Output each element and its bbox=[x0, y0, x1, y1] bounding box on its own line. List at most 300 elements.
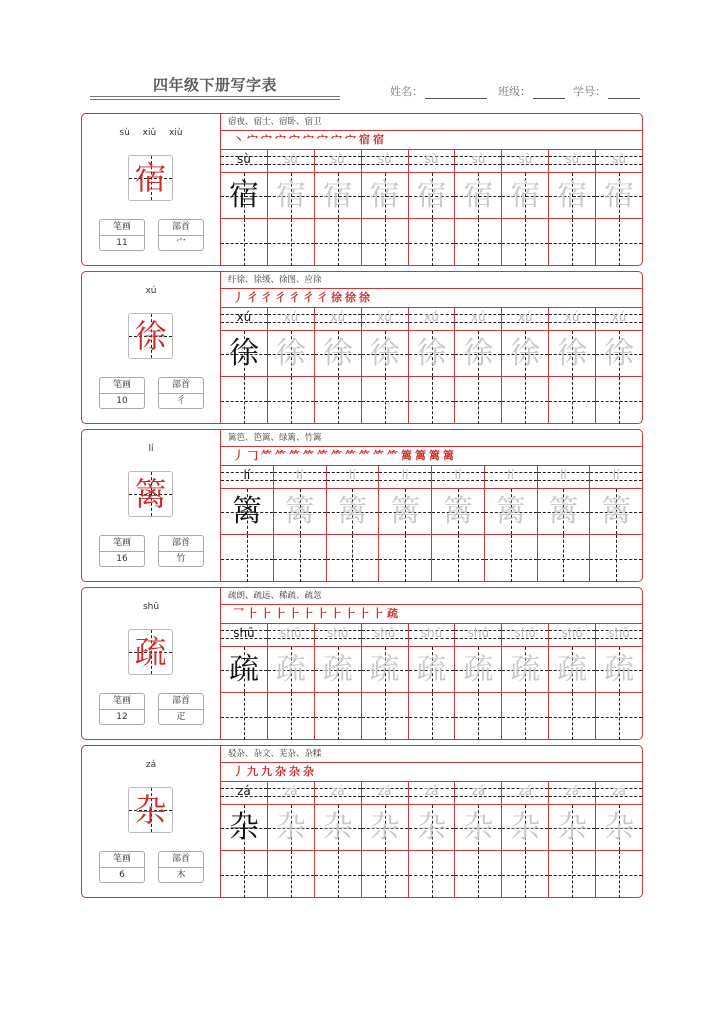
trace-writing-cell[interactable] bbox=[268, 805, 314, 851]
pinyin-writing-cell[interactable] bbox=[315, 624, 361, 647]
pinyin-writing-cell[interactable] bbox=[596, 624, 642, 647]
blank-writing-cell[interactable] bbox=[221, 219, 267, 266]
trace-writing-cell[interactable] bbox=[268, 331, 314, 377]
radical-label: 部首 bbox=[159, 694, 203, 710]
pinyin-writing-cell[interactable] bbox=[221, 782, 267, 805]
blank-writing-cell[interactable] bbox=[596, 377, 642, 424]
stroke-step: 𠃌 bbox=[247, 449, 259, 462]
blank-writing-cell[interactable] bbox=[502, 219, 548, 266]
stroke-step: 宀 bbox=[275, 133, 287, 146]
cell-guide-horizontal bbox=[549, 875, 595, 876]
blank-writing-cell[interactable] bbox=[549, 693, 595, 740]
pinyin-trace: sù bbox=[565, 152, 580, 166]
trace-character: 宿 bbox=[463, 178, 494, 213]
character-info-panel bbox=[82, 430, 221, 581]
stroke-step: 杂 bbox=[289, 765, 301, 778]
pinyin-writing-cell[interactable] bbox=[379, 466, 431, 489]
character-info-panel bbox=[82, 746, 221, 897]
blank-writing-cell[interactable] bbox=[327, 535, 379, 582]
pinyin-trace: shū bbox=[280, 626, 302, 640]
pinyin-trace: zá bbox=[237, 784, 251, 798]
blank-writing-cell[interactable] bbox=[362, 851, 408, 898]
trace-writing-cell[interactable] bbox=[221, 647, 267, 693]
trace-writing-cell[interactable] bbox=[268, 173, 314, 219]
blank-writing-cell[interactable] bbox=[362, 219, 408, 266]
trace-writing-cell[interactable] bbox=[362, 331, 408, 377]
pinyin-writing-cell[interactable] bbox=[549, 782, 595, 805]
trace-character: 疏 bbox=[416, 652, 447, 687]
trace-writing-cell[interactable] bbox=[409, 805, 455, 851]
radical-box bbox=[158, 851, 204, 883]
stroke-step: 宿 bbox=[359, 133, 371, 146]
title-underline bbox=[90, 96, 340, 97]
pinyin-writing-cell[interactable] bbox=[502, 150, 548, 173]
trace-writing-cell[interactable] bbox=[596, 647, 642, 693]
radical-value: 彳 bbox=[176, 396, 186, 406]
trace-writing-cell[interactable] bbox=[596, 805, 642, 851]
blank-writing-cell[interactable] bbox=[268, 219, 314, 266]
pinyin-writing-cell[interactable] bbox=[268, 150, 314, 173]
practice-column bbox=[362, 308, 409, 423]
trace-character: 杂 bbox=[369, 810, 400, 845]
trace-writing-cell[interactable] bbox=[590, 489, 642, 535]
practice-column bbox=[590, 466, 642, 581]
trace-writing-cell[interactable] bbox=[315, 647, 361, 693]
stroke-step: 疏 bbox=[387, 607, 399, 620]
pinyin-writing-cell[interactable] bbox=[549, 308, 595, 331]
model-character: 杂 bbox=[134, 791, 167, 829]
trace-writing-cell[interactable] bbox=[409, 331, 455, 377]
stroke-step: 宀 bbox=[317, 133, 329, 146]
trace-writing-cell[interactable] bbox=[409, 647, 455, 693]
class-field[interactable] bbox=[498, 83, 565, 99]
pinyin-trace: shū bbox=[561, 626, 583, 640]
pinyin-writing-cell[interactable] bbox=[590, 466, 642, 489]
blank-writing-cell[interactable] bbox=[485, 535, 537, 582]
pinyin-writing-cell[interactable] bbox=[502, 308, 548, 331]
cell-guide-horizontal bbox=[409, 243, 455, 244]
pinyin-trace: sù bbox=[237, 152, 251, 166]
blank-writing-cell[interactable] bbox=[315, 219, 361, 266]
practice-column bbox=[409, 782, 456, 897]
trace-writing-cell[interactable] bbox=[315, 331, 361, 377]
stroke-step: 徐 bbox=[331, 291, 343, 304]
stroke-count-label: 笔画 bbox=[100, 220, 144, 236]
pinyin-writing-cell[interactable] bbox=[362, 624, 408, 647]
practice-grid bbox=[221, 150, 642, 265]
trace-character: 篱 bbox=[495, 494, 526, 529]
pinyin-writing-cell[interactable] bbox=[315, 782, 361, 805]
character-section bbox=[81, 429, 643, 582]
practice-column bbox=[315, 308, 362, 423]
blank-writing-cell[interactable] bbox=[455, 377, 501, 424]
cell-guide-horizontal bbox=[549, 401, 595, 402]
stroke-step: 丿 bbox=[233, 291, 245, 304]
cell-guide-horizontal bbox=[362, 717, 408, 718]
cell-guide-horizontal bbox=[221, 401, 267, 402]
pinyin-writing-cell[interactable] bbox=[596, 308, 642, 331]
trace-writing-cell[interactable] bbox=[409, 173, 455, 219]
name-field[interactable] bbox=[390, 83, 487, 99]
radical-box bbox=[158, 693, 204, 725]
blank-writing-cell[interactable] bbox=[455, 851, 501, 898]
blank-writing-cell[interactable] bbox=[432, 535, 484, 582]
number-blank[interactable] bbox=[608, 86, 640, 99]
stroke-order bbox=[221, 289, 642, 308]
pinyin-writing-cell[interactable] bbox=[596, 782, 642, 805]
character-section bbox=[81, 271, 643, 424]
cell-guide-horizontal bbox=[221, 559, 273, 560]
trace-writing-cell[interactable] bbox=[362, 647, 408, 693]
stroke-step: 宀 bbox=[247, 133, 259, 146]
cell-guide-horizontal bbox=[596, 243, 642, 244]
character-section bbox=[81, 113, 643, 266]
blank-writing-cell[interactable] bbox=[549, 219, 595, 266]
practice-column bbox=[596, 624, 642, 739]
trace-character: 篱 bbox=[337, 494, 368, 529]
blank-writing-cell[interactable] bbox=[315, 377, 361, 424]
blank-writing-cell[interactable] bbox=[362, 377, 408, 424]
stroke-step: ⺊ bbox=[359, 607, 371, 620]
pinyin-writing-cell[interactable] bbox=[221, 624, 267, 647]
pinyin-writing-cell[interactable] bbox=[455, 308, 501, 331]
trace-character: 徐 bbox=[322, 336, 353, 371]
stroke-step: ⺊ bbox=[275, 607, 287, 620]
cell-guide-horizontal bbox=[455, 401, 501, 402]
trace-character: 疏 bbox=[228, 652, 259, 687]
trace-character: 宿 bbox=[604, 178, 635, 213]
stroke-step: 九 bbox=[247, 765, 259, 778]
blank-writing-cell[interactable] bbox=[590, 535, 642, 582]
cell-guide-horizontal bbox=[409, 717, 455, 718]
trace-writing-cell[interactable] bbox=[502, 805, 548, 851]
cell-guide-horizontal bbox=[590, 559, 642, 560]
trace-character: 篱 bbox=[548, 494, 579, 529]
cell-guide-horizontal bbox=[315, 717, 361, 718]
pinyin-trace: xú bbox=[564, 310, 580, 324]
trace-writing-cell[interactable] bbox=[221, 805, 267, 851]
trace-character: 宿 bbox=[510, 178, 541, 213]
trace-writing-cell[interactable] bbox=[596, 173, 642, 219]
blank-writing-cell[interactable] bbox=[379, 535, 431, 582]
practice-column bbox=[549, 782, 596, 897]
pinyin-writing-cell[interactable] bbox=[221, 466, 273, 489]
blank-writing-cell[interactable] bbox=[409, 219, 455, 266]
trace-writing-cell[interactable] bbox=[502, 173, 548, 219]
practice-column bbox=[455, 782, 502, 897]
blank-writing-cell[interactable] bbox=[502, 377, 548, 424]
stroke-step: ⺮ bbox=[317, 449, 329, 462]
stroke-order bbox=[221, 763, 642, 782]
blank-writing-cell[interactable] bbox=[596, 851, 642, 898]
practice-panel bbox=[221, 114, 642, 265]
trace-character: 疏 bbox=[557, 652, 588, 687]
stroke-step: ⺮ bbox=[303, 449, 315, 462]
cell-guide-horizontal bbox=[221, 717, 267, 718]
class-blank[interactable] bbox=[533, 86, 565, 99]
stroke-step: 乛 bbox=[233, 607, 245, 620]
cell-guide-horizontal bbox=[268, 243, 314, 244]
pinyin-writing-cell[interactable] bbox=[362, 782, 408, 805]
practice-column bbox=[596, 782, 642, 897]
pinyin-writing-cell[interactable] bbox=[315, 150, 361, 173]
character-display-box bbox=[128, 787, 173, 833]
trace-character: 疏 bbox=[369, 652, 400, 687]
blank-writing-cell[interactable] bbox=[221, 693, 267, 740]
trace-writing-cell[interactable] bbox=[274, 489, 326, 535]
blank-writing-cell[interactable] bbox=[549, 377, 595, 424]
trace-character: 宿 bbox=[322, 178, 353, 213]
blank-writing-cell[interactable] bbox=[221, 377, 267, 424]
pinyin-writing-cell[interactable] bbox=[455, 624, 501, 647]
pinyin-writing-cell[interactable] bbox=[409, 308, 455, 331]
pinyin-writing-cell[interactable] bbox=[268, 624, 314, 647]
blank-writing-cell[interactable] bbox=[221, 535, 273, 582]
stroke-step: 宿 bbox=[373, 133, 385, 146]
trace-writing-cell[interactable] bbox=[455, 647, 501, 693]
pinyin-writing-cell[interactable] bbox=[549, 150, 595, 173]
cell-guide-horizontal bbox=[502, 875, 548, 876]
trace-character: 杂 bbox=[604, 810, 635, 845]
pinyin-trace: shū bbox=[373, 626, 396, 640]
trace-writing-cell[interactable] bbox=[315, 805, 361, 851]
stroke-step: 宀 bbox=[289, 133, 301, 146]
trace-writing-cell[interactable] bbox=[327, 489, 379, 535]
cell-guide-horizontal bbox=[379, 559, 431, 560]
blank-writing-cell[interactable] bbox=[455, 219, 501, 266]
trace-character: 杂 bbox=[416, 810, 447, 845]
trace-writing-cell[interactable] bbox=[362, 173, 408, 219]
trace-writing-cell[interactable] bbox=[432, 489, 484, 535]
trace-writing-cell[interactable] bbox=[221, 331, 267, 377]
class-label: 班级： bbox=[498, 85, 531, 98]
trace-character: 徐 bbox=[510, 336, 541, 371]
blank-writing-cell[interactable] bbox=[455, 693, 501, 740]
practice-column bbox=[596, 308, 642, 423]
blank-writing-cell[interactable] bbox=[268, 693, 314, 740]
pinyin-writing-cell[interactable] bbox=[485, 466, 537, 489]
trace-character: 徐 bbox=[275, 336, 306, 371]
blank-writing-cell[interactable] bbox=[538, 535, 590, 582]
blank-writing-cell[interactable] bbox=[274, 535, 326, 582]
trace-writing-cell[interactable] bbox=[549, 647, 595, 693]
trace-writing-cell[interactable] bbox=[455, 331, 501, 377]
cell-guide-horizontal bbox=[221, 243, 267, 244]
trace-character: 杂 bbox=[557, 810, 588, 845]
trace-writing-cell[interactable] bbox=[502, 647, 548, 693]
name-blank[interactable] bbox=[425, 86, 487, 99]
practice-grid bbox=[221, 782, 642, 897]
trace-writing-cell[interactable] bbox=[502, 331, 548, 377]
practice-panel bbox=[221, 430, 642, 581]
stroke-count-value: 6 bbox=[119, 870, 125, 880]
stroke-step: 宀 bbox=[345, 133, 357, 146]
cell-guide-horizontal bbox=[315, 401, 361, 402]
trace-character: 宿 bbox=[416, 178, 447, 213]
trace-writing-cell[interactable] bbox=[379, 489, 431, 535]
blank-writing-cell[interactable] bbox=[596, 693, 642, 740]
blank-writing-cell[interactable] bbox=[549, 851, 595, 898]
pinyin-writing-cell[interactable] bbox=[327, 466, 379, 489]
pinyin-writing-cell[interactable] bbox=[274, 466, 326, 489]
pinyin-trace: sù bbox=[612, 152, 626, 166]
pinyin-writing-cell[interactable] bbox=[221, 308, 267, 331]
stroke-step: 篱 bbox=[401, 449, 413, 462]
practice-column bbox=[409, 150, 456, 265]
blank-writing-cell[interactable] bbox=[409, 693, 455, 740]
practice-grid bbox=[221, 624, 642, 739]
blank-writing-cell[interactable] bbox=[502, 693, 548, 740]
stroke-step: ⺮ bbox=[373, 449, 385, 462]
cell-guide-horizontal bbox=[538, 559, 590, 560]
cell-guide-horizontal bbox=[221, 875, 267, 876]
radical-label: 部首 bbox=[159, 220, 203, 236]
stroke-count-label: 笔画 bbox=[100, 852, 144, 868]
stroke-step: ⺊ bbox=[345, 607, 357, 620]
stroke-step: ⺊ bbox=[247, 607, 259, 620]
stroke-step: 彳 bbox=[317, 291, 329, 304]
character-info-panel bbox=[82, 588, 221, 739]
stroke-step: 九 bbox=[261, 765, 273, 778]
pinyin-writing-cell[interactable] bbox=[409, 150, 455, 173]
cell-guide-horizontal bbox=[362, 243, 408, 244]
stroke-step: ⺮ bbox=[359, 449, 371, 462]
pinyin-trace: sù bbox=[283, 152, 298, 166]
pinyin-trace: sù bbox=[424, 152, 439, 166]
number-field[interactable] bbox=[573, 83, 640, 99]
pinyin-trace: zá bbox=[612, 784, 626, 798]
pinyin-writing-cell[interactable] bbox=[455, 150, 501, 173]
pinyin-writing-cell[interactable] bbox=[409, 782, 455, 805]
practice-column bbox=[455, 308, 502, 423]
stroke-count-box bbox=[99, 693, 145, 725]
pinyin-writing-cell[interactable] bbox=[549, 624, 595, 647]
practice-column bbox=[362, 782, 409, 897]
pinyin-writing-cell[interactable] bbox=[409, 624, 455, 647]
pinyin-reading: lí bbox=[148, 444, 154, 454]
trace-writing-cell[interactable] bbox=[596, 331, 642, 377]
trace-writing-cell[interactable] bbox=[221, 489, 273, 535]
practice-column bbox=[455, 624, 502, 739]
trace-writing-cell[interactable] bbox=[455, 173, 501, 219]
trace-character: 疏 bbox=[322, 652, 353, 687]
trace-writing-cell[interactable] bbox=[221, 173, 267, 219]
pinyin-writing-cell[interactable] bbox=[268, 308, 314, 331]
practice-column bbox=[268, 308, 315, 423]
stroke-step: ⺮ bbox=[345, 449, 357, 462]
pinyin-writing-cell[interactable] bbox=[221, 150, 267, 173]
trace-character: 杂 bbox=[463, 810, 494, 845]
trace-writing-cell[interactable] bbox=[362, 805, 408, 851]
radical-box bbox=[158, 535, 204, 567]
trace-writing-cell[interactable] bbox=[549, 331, 595, 377]
pinyin-trace: xú bbox=[377, 310, 392, 324]
practice-column bbox=[221, 150, 268, 265]
blank-writing-cell[interactable] bbox=[268, 851, 314, 898]
pinyin-writing-cell[interactable] bbox=[268, 782, 314, 805]
pinyin-writing-cell[interactable] bbox=[502, 624, 548, 647]
pinyin-trace: zá bbox=[424, 784, 439, 798]
character-display-box bbox=[128, 313, 173, 359]
pinyin-reading: zá bbox=[145, 760, 157, 770]
practice-column bbox=[502, 782, 549, 897]
trace-character: 疏 bbox=[463, 652, 494, 687]
pinyin-writing-cell[interactable] bbox=[455, 782, 501, 805]
practice-column bbox=[315, 624, 362, 739]
pinyin-writing-cell[interactable] bbox=[432, 466, 484, 489]
character-info-panel bbox=[82, 272, 221, 423]
blank-writing-cell[interactable] bbox=[315, 851, 361, 898]
trace-character: 徐 bbox=[604, 336, 635, 371]
radical-label: 部首 bbox=[159, 852, 203, 868]
stroke-step: ⺮ bbox=[261, 449, 273, 462]
blank-writing-cell[interactable] bbox=[409, 851, 455, 898]
pinyin-writing-cell[interactable] bbox=[596, 150, 642, 173]
blank-writing-cell[interactable] bbox=[315, 693, 361, 740]
practice-column bbox=[502, 150, 549, 265]
stroke-step: 篱 bbox=[415, 449, 427, 462]
pinyin-trace: zá bbox=[471, 784, 486, 798]
trace-writing-cell[interactable] bbox=[538, 489, 590, 535]
trace-character: 疏 bbox=[510, 652, 541, 687]
blank-writing-cell[interactable] bbox=[596, 219, 642, 266]
pinyin-writing-cell[interactable] bbox=[502, 782, 548, 805]
practice-column bbox=[432, 466, 485, 581]
blank-writing-cell[interactable] bbox=[409, 377, 455, 424]
trace-writing-cell[interactable] bbox=[549, 805, 595, 851]
cell-guide-horizontal bbox=[455, 875, 501, 876]
stroke-step: 丿 bbox=[233, 765, 245, 778]
pinyin-trace: xú bbox=[517, 310, 533, 324]
pinyin-trace: xú bbox=[283, 310, 299, 324]
stroke-step: 彳 bbox=[261, 291, 273, 304]
title-underline-2 bbox=[90, 99, 340, 100]
trace-writing-cell[interactable] bbox=[268, 647, 314, 693]
trace-character: 徐 bbox=[463, 336, 494, 371]
radical-label: 部首 bbox=[159, 536, 203, 552]
practice-column bbox=[502, 308, 549, 423]
practice-panel bbox=[221, 272, 642, 423]
pinyin-writing-cell[interactable] bbox=[362, 150, 408, 173]
pinyin-writing-cell[interactable] bbox=[362, 308, 408, 331]
stroke-step: 篱 bbox=[429, 449, 441, 462]
pinyin-trace: xú bbox=[471, 310, 486, 324]
practice-column bbox=[327, 466, 380, 581]
trace-writing-cell[interactable] bbox=[455, 805, 501, 851]
trace-writing-cell[interactable] bbox=[485, 489, 537, 535]
pinyin-trace: lí bbox=[243, 468, 251, 482]
pinyin-writing-cell[interactable] bbox=[315, 308, 361, 331]
practice-column bbox=[549, 150, 596, 265]
practice-column bbox=[274, 466, 327, 581]
blank-writing-cell[interactable] bbox=[221, 851, 267, 898]
stroke-step: 杂 bbox=[303, 765, 315, 778]
pinyin-trace: zá bbox=[330, 784, 345, 798]
trace-character: 疏 bbox=[604, 652, 635, 687]
radical-value: 木 bbox=[176, 870, 186, 880]
blank-writing-cell[interactable] bbox=[502, 851, 548, 898]
pinyin-writing-cell[interactable] bbox=[538, 466, 590, 489]
stroke-count-label: 笔画 bbox=[100, 536, 144, 552]
blank-writing-cell[interactable] bbox=[268, 377, 314, 424]
trace-writing-cell[interactable] bbox=[549, 173, 595, 219]
character-display-box bbox=[128, 155, 173, 201]
blank-writing-cell[interactable] bbox=[362, 693, 408, 740]
pinyin-trace: lí bbox=[296, 468, 303, 482]
cell-guide-horizontal bbox=[549, 243, 595, 244]
character-info-panel bbox=[82, 114, 221, 265]
trace-writing-cell[interactable] bbox=[315, 173, 361, 219]
